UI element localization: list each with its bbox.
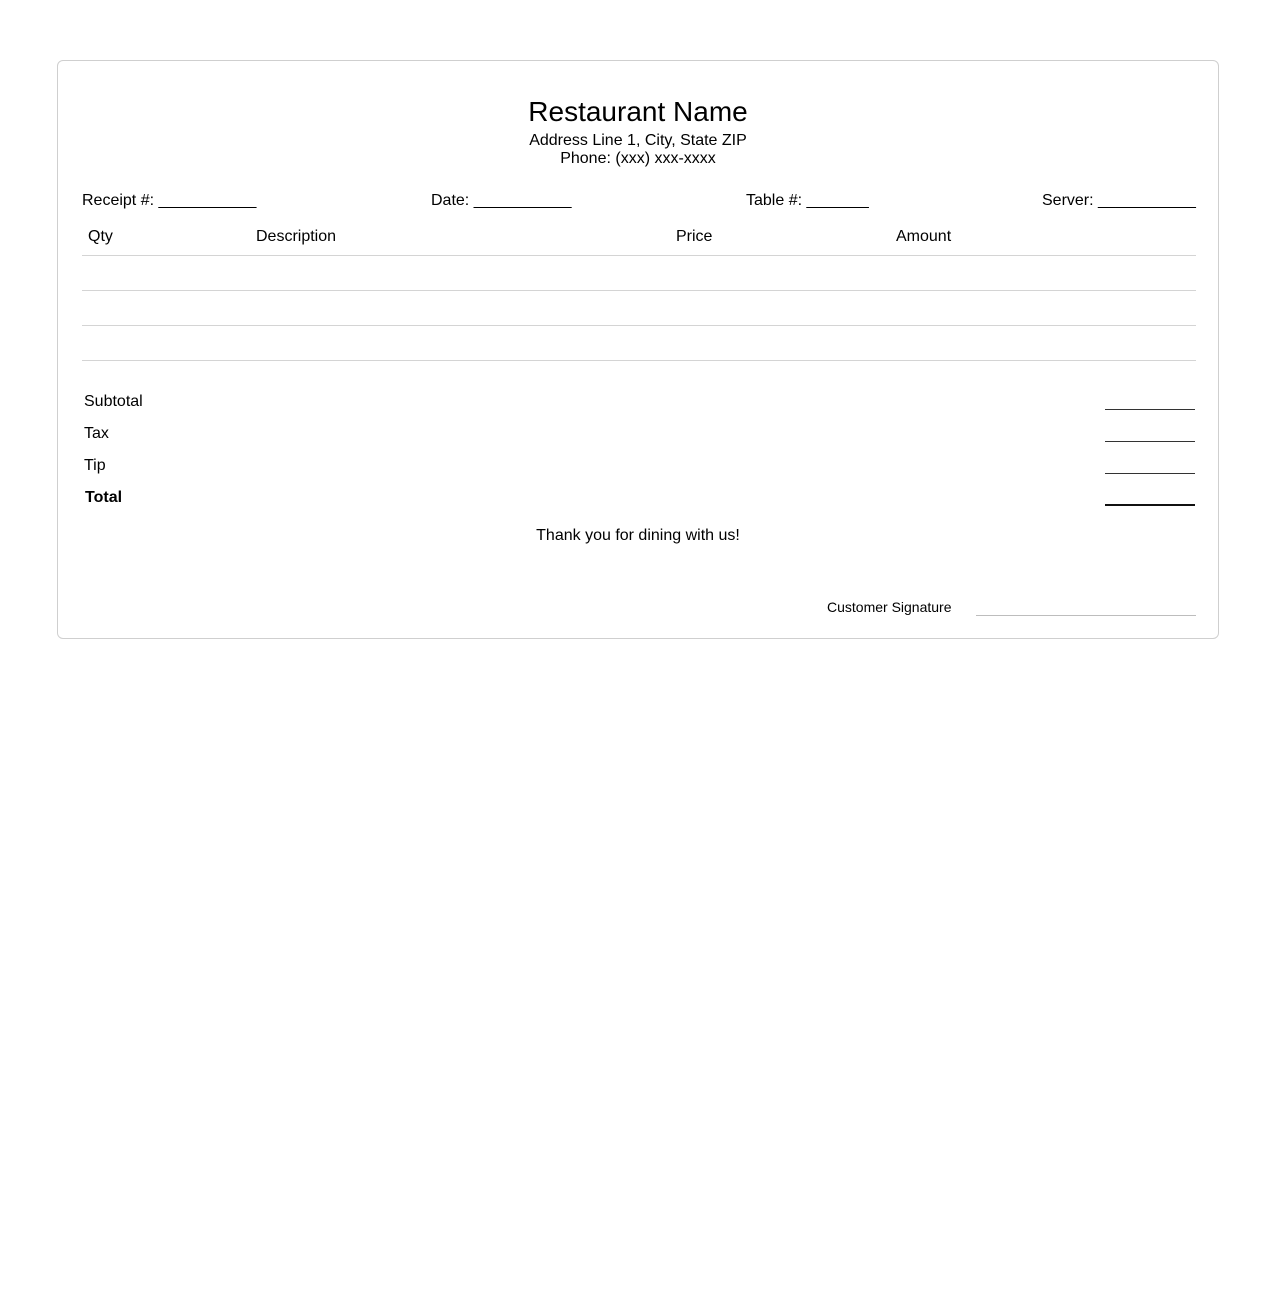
column-header-qty: Qty <box>88 228 113 245</box>
tax-entry-line[interactable] <box>1105 441 1195 442</box>
total-entry-line[interactable] <box>1105 504 1195 506</box>
row-divider <box>82 360 1196 361</box>
tip-label: Tip <box>84 457 106 474</box>
table-number-field[interactable]: Table #: _______ <box>746 192 869 209</box>
thank-you-message: Thank you for dining with us! <box>536 527 740 544</box>
restaurant-name: Restaurant Name <box>528 96 748 127</box>
table-row[interactable] <box>82 256 1196 290</box>
tip-entry-line[interactable] <box>1105 473 1195 474</box>
receipt-number-field[interactable]: Receipt #: ___________ <box>82 192 257 209</box>
total-label: Total <box>85 489 123 506</box>
column-header-description: Description <box>256 228 337 245</box>
column-header-price: Price <box>676 228 713 245</box>
receipt-form <box>57 60 1219 639</box>
table-row[interactable] <box>82 326 1196 360</box>
signature-label: Customer Signature <box>827 599 952 615</box>
restaurant-phone: Phone: (xxx) xxx-xxxx <box>560 150 716 167</box>
server-field[interactable]: Server: ___________ <box>1042 192 1196 209</box>
column-header-amount: Amount <box>896 228 952 245</box>
subtotal-entry-line[interactable] <box>1105 409 1195 410</box>
signature-line[interactable] <box>976 615 1196 616</box>
table-row[interactable] <box>82 291 1196 325</box>
date-field[interactable]: Date: ___________ <box>431 192 572 209</box>
subtotal-label: Subtotal <box>84 393 143 410</box>
restaurant-address: Address Line 1, City, State ZIP <box>529 132 747 149</box>
tax-label: Tax <box>84 425 109 442</box>
